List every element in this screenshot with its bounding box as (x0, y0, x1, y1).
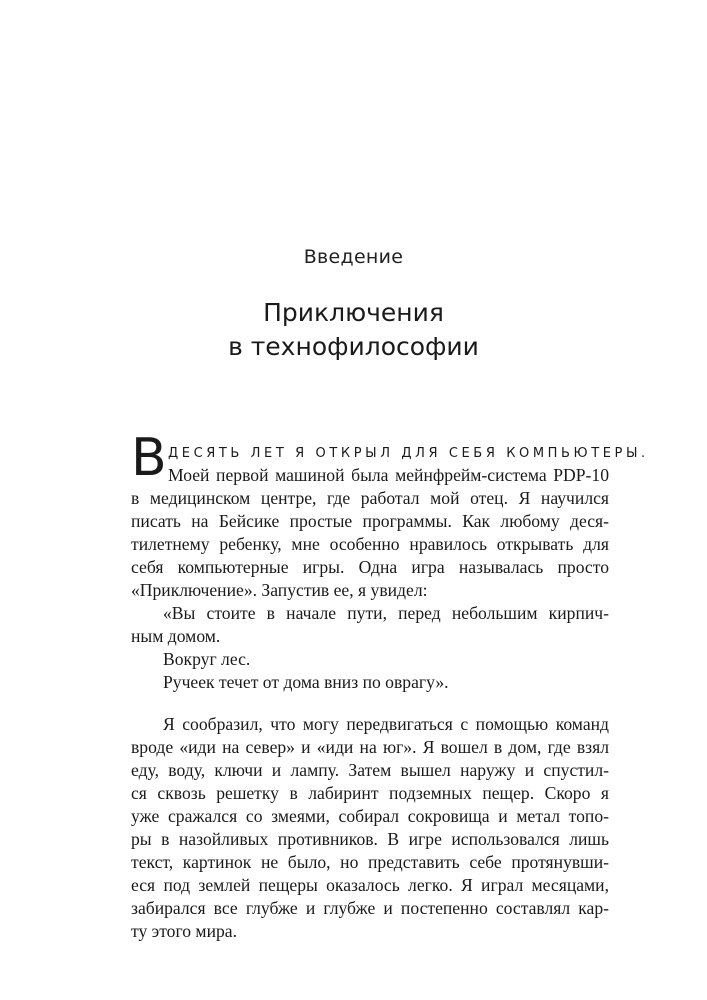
paragraph-1-line: себя компьютерные игры. Одна игра называлась просто (131, 557, 609, 577)
chapter-title-line-1: Приключения (263, 298, 444, 327)
paragraph-2-line: текст, картинок не было, но представить себе протянувши- (131, 852, 609, 872)
paragraph-2-line: ту этого мира. (131, 921, 237, 941)
quote-line: Вокруг лес. (163, 649, 251, 669)
quote-line: ным домом. (131, 626, 221, 646)
paragraph-2-line: Я сообразил, что могу передвигаться с помощью команд (163, 714, 609, 734)
paragraph-2-line: еду, воду, ключи и лампу. Затем вышел наружу и спустил- (131, 760, 609, 780)
paragraph-2-line: вроде «иди на север» и «иди на юг». Я вошел в дом, где взял (131, 737, 609, 757)
paragraph-2-line: еся под землей пещеры оказалось легко. Я играл месяцами, (131, 875, 609, 895)
paragraph-2-line: ры в назойливых противников. В игре использовался лишь (131, 829, 609, 849)
drop-cap: В (131, 428, 167, 488)
chapter-title (0, 296, 707, 364)
paragraph-2-line: забирался все глубже и глубже и постепенно составлял кар- (131, 898, 609, 918)
paragraph-1-line: в медицинском центре, где работал мой отец. Я научился (131, 488, 609, 508)
paragraph-2-line: ся сквозь решетку в лабиринт подземных пещер. Скоро я (131, 783, 609, 803)
chapter-title-line-2: в технофилософии (228, 332, 479, 361)
paragraph-1-line: «Приключение». Запустив ее, я увидел: (131, 580, 428, 600)
paragraph-1-line-1: ДЕСЯТЬ ЛЕТ Я ОТКРЫЛ ДЛЯ СЕБЯ КОМПЬЮТЕРЫ. (168, 446, 649, 461)
paragraph-1-line: писать на Бейсике простые программы. Как любому деся- (131, 511, 609, 531)
quote-line: «Вы стоите в начале пути, перед небольшим кирпич- (163, 603, 609, 623)
paragraph-2-line: уже сражался со змеями, собирал сокровища и метал топо- (131, 806, 609, 826)
quote-line: Ручеек течет от дома вниз по оврагу». (163, 672, 449, 692)
section-label: Введение (303, 246, 404, 268)
paragraph-1-line: тилетнему ребенку, мне особенно нравилось открывать для (131, 534, 609, 554)
paragraph-1-line: Моей первой машиной была мейнфрейм-система PDP-10 (168, 465, 609, 485)
